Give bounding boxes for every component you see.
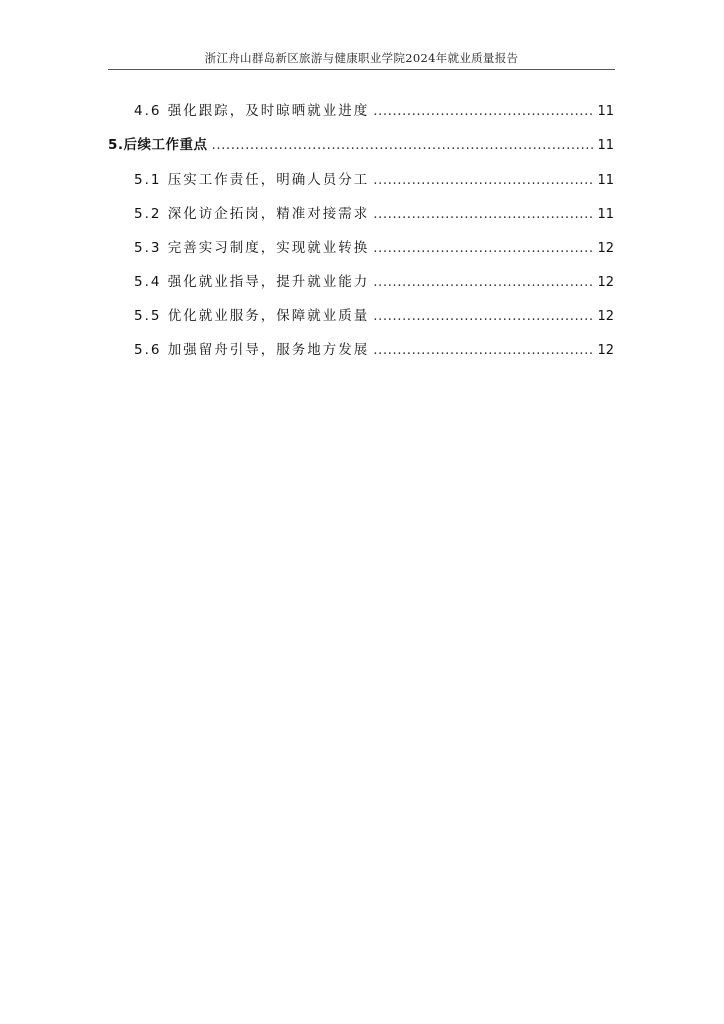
toc-entry-page: 11 — [597, 138, 614, 153]
toc-entry-page: 11 — [597, 173, 614, 188]
toc-leader-dots — [373, 103, 595, 119]
toc-entry-title: 5.2 深化访企拓岗，精准对接需求 — [134, 206, 370, 222]
header-divider — [108, 69, 615, 70]
toc-leader-dots — [373, 274, 595, 290]
page-header-title: 浙江舟山群岛新区旅游与健康职业学院2024年就业质量报告 — [204, 51, 519, 65]
toc-entry-page: 11 — [597, 207, 614, 222]
toc-entry-page: 11 — [597, 104, 614, 119]
toc-entry-page: 12 — [597, 343, 614, 358]
toc-leader-dots — [373, 308, 595, 324]
toc-entry-page: 12 — [597, 241, 614, 256]
toc-entry-page: 12 — [597, 275, 614, 290]
toc-entry-5-2[interactable] — [134, 202, 614, 222]
toc-entry-title: 5.5 优化就业服务，保障就业质量 — [134, 308, 370, 324]
toc-entry-5-1[interactable] — [134, 168, 614, 188]
toc-leader-dots — [373, 172, 595, 188]
toc-entry-page: 12 — [597, 309, 614, 324]
toc-leader-dots — [212, 137, 596, 153]
toc-leader-dots — [373, 206, 595, 222]
toc-entry-title: 5.后续工作重点 — [108, 137, 208, 153]
toc-entry-title: 4.6 强化跟踪，及时晾晒就业进度 — [134, 103, 370, 119]
toc-entry-title: 5.4 强化就业指导，提升就业能力 — [134, 274, 370, 290]
toc-entry-title: 5.3 完善实习制度，实现就业转换 — [134, 240, 370, 256]
toc-entry-title: 5.6 加强留舟引导，服务地方发展 — [134, 342, 370, 358]
toc-entry-5-4[interactable] — [134, 270, 614, 290]
toc-entry-5-6[interactable] — [134, 338, 614, 358]
toc-entry-5[interactable] — [108, 133, 614, 153]
toc-entry-5-3[interactable] — [134, 236, 614, 256]
toc-entry-4-6[interactable] — [134, 99, 614, 119]
toc-leader-dots — [373, 342, 595, 358]
toc-entry-5-5[interactable] — [134, 304, 614, 324]
toc-entry-title: 5.1 压实工作责任，明确人员分工 — [134, 172, 370, 188]
toc-leader-dots — [373, 240, 595, 256]
